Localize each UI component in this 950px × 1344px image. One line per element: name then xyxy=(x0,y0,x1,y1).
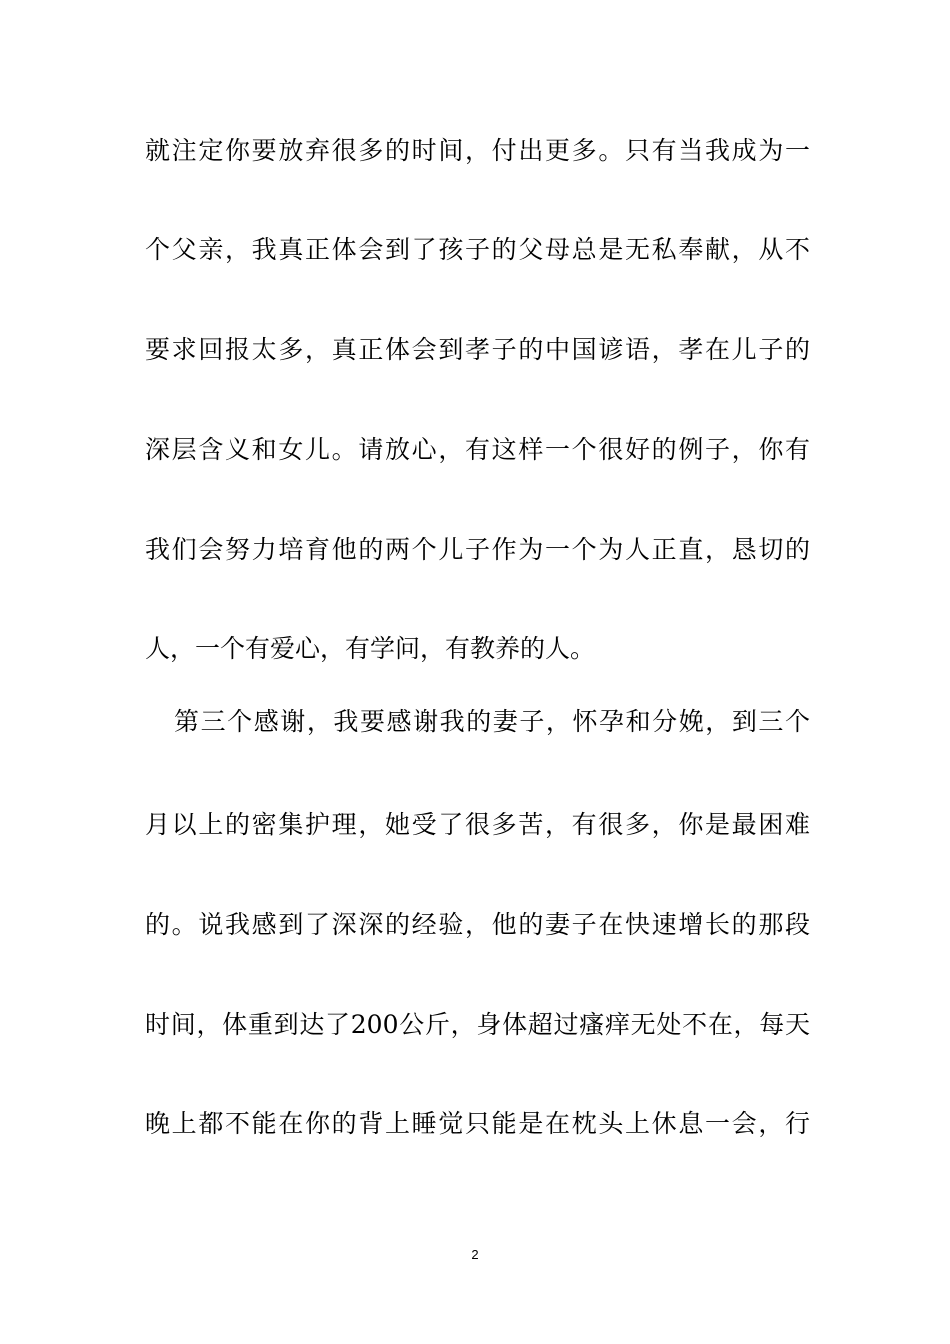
text-line: 要求回报太多，真正体会到孝子的中国谚语，孝在儿子的 xyxy=(145,335,810,364)
text-line: 个父亲，我真正体会到了孩子的父母总是无私奉献，从不 xyxy=(145,235,810,264)
text-line: 我们会努力培育他的两个儿子作为一个为人正直，恳切的 xyxy=(145,535,810,564)
text-line: 人，一个有爱心，有学问，有教养的人。 xyxy=(145,634,596,663)
page-number: 2 xyxy=(471,1247,479,1262)
text-line: 深层含义和女儿。请放心，有这样一个很好的例子，你有 xyxy=(145,435,810,464)
text-line: 时间，体重到达了200公斤，身体超过瘙痒无处不在，每天 xyxy=(145,1010,810,1039)
text-line: 就注定你要放弃很多的时间，付出更多。只有当我成为一 xyxy=(145,136,810,165)
text-line: 的。说我感到了深深的经验，他的妻子在快速增长的那段 xyxy=(145,910,810,939)
text-line: 月以上的密集护理，她受了很多苦，有很多，你是最困难 xyxy=(145,810,810,839)
paragraph-first-line: 第三个感谢，我要感谢我的妻子，怀孕和分娩，到三个 xyxy=(174,707,810,736)
text-line: 晚上都不能在你的背上睡觉只能是在枕头上休息一会，行 xyxy=(145,1109,810,1138)
